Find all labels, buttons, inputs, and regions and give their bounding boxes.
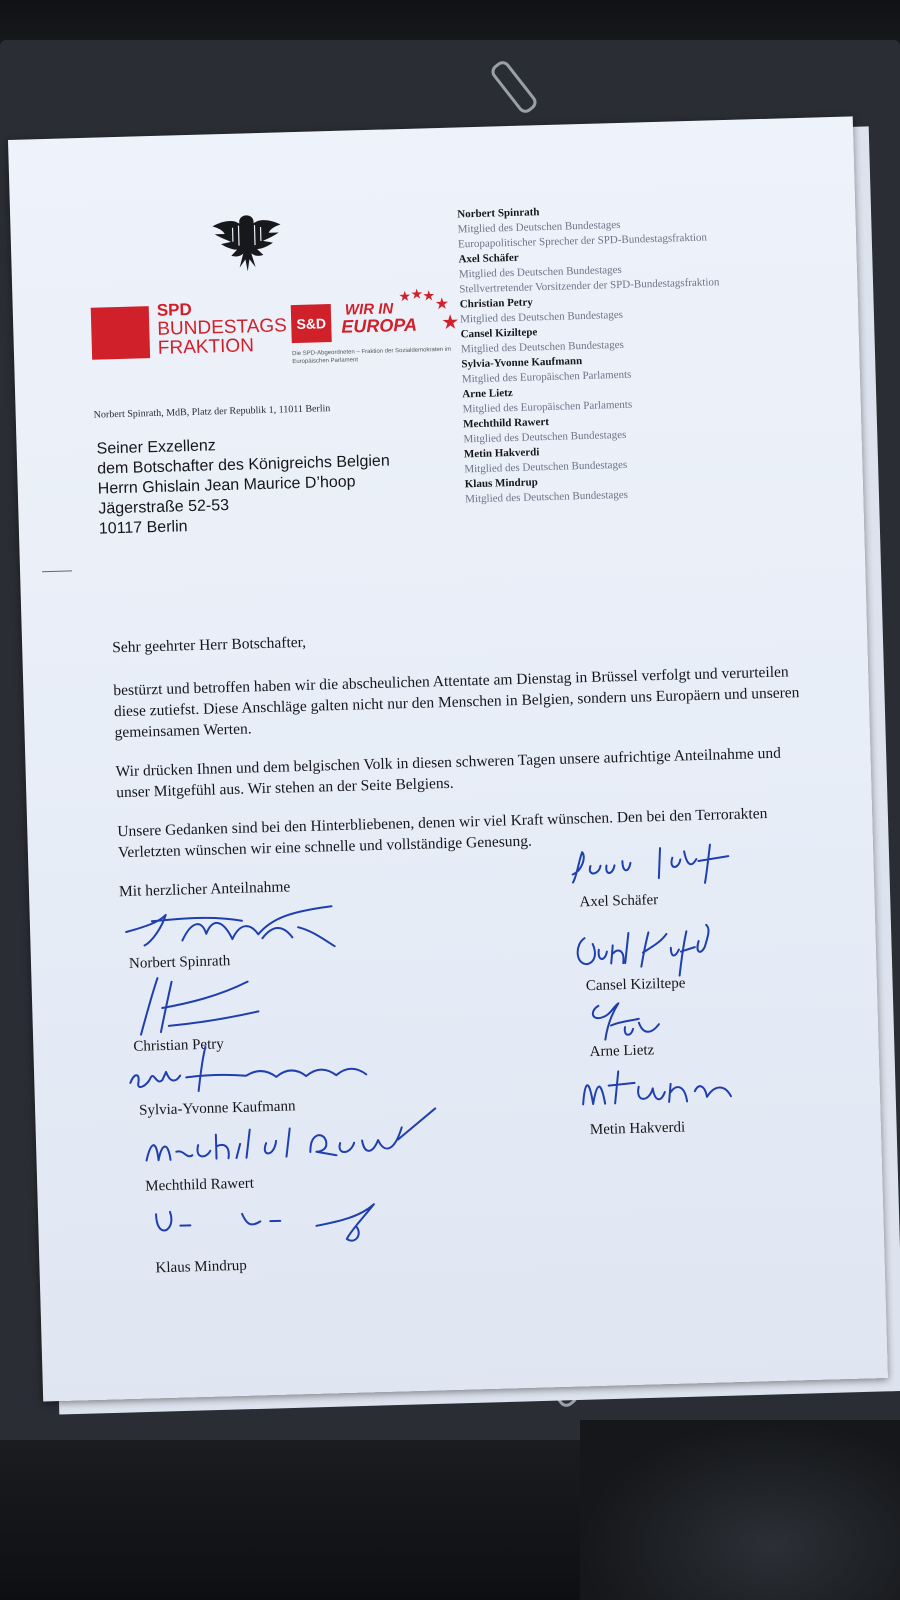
salutation: Sehr geehrter Herr Botschafter,	[111, 633, 307, 657]
wir-in-europa-line1: WIR IN	[344, 300, 394, 319]
address-line: Jägerstraße 52-53	[98, 496, 230, 518]
star-icon: ★	[440, 309, 460, 334]
member-role: Mitglied des Deutschen Bundestages	[463, 428, 627, 446]
member-name: Norbert Spinrath	[457, 206, 540, 221]
member-role: Europapolitischer Sprecher der SPD-Bundestagsfraktion	[457, 231, 708, 251]
handwritten-signature	[570, 919, 762, 984]
signatory-name: Sylvia-Yvonne Kaufmann	[138, 1098, 296, 1119]
member-role: Mitglied des Deutschen Bundestages	[458, 263, 622, 281]
handwritten-signature	[139, 1108, 441, 1176]
letter-page	[8, 116, 888, 1401]
closing: Mit herzlicher Anteilnahme	[118, 878, 291, 901]
signatory-name: Arne Lietz	[589, 1042, 655, 1061]
star-icon: ★	[434, 293, 450, 314]
member-name: Metin Hakverdi	[463, 446, 540, 461]
member-role: Mitglied des Europäischen Parlaments	[461, 368, 632, 386]
handwritten-signature	[150, 1189, 412, 1256]
sender-line: Norbert Spinrath, MdB, Platz der Republik 1, 11011 Berlin	[93, 403, 331, 421]
signatory-name: Axel Schäfer	[579, 892, 659, 911]
signatory-name: Metin Hakverdi	[589, 1119, 686, 1139]
handwritten-signature	[580, 993, 701, 1046]
paragraph: Unsere Gedanken sind bei den Hinterbliebenen, denen wir viel Kraft wünschen. Den bei den Terrorakten Verletzten wünschen wir eine schnelle und vollständige Genesung.	[117, 805, 768, 862]
bundesadler-icon	[208, 210, 286, 276]
signatory-name: Klaus Mindrup	[155, 1257, 247, 1277]
handwritten-signature	[574, 1058, 796, 1124]
member-role: Mitglied des Deutschen Bundestages	[460, 308, 624, 326]
star-icon: ★	[422, 288, 436, 305]
member-role: Mitglied des Deutschen Bundestages	[464, 458, 628, 476]
wir-in-europa-logo	[336, 286, 460, 345]
sd-logo-badge: S&D	[291, 304, 332, 343]
handwritten-signature	[125, 1036, 387, 1103]
spd-logo-line2: FRAKTION	[157, 335, 255, 359]
recipient-address	[96, 431, 391, 539]
signatory-name: Cansel Kiziltepe	[585, 975, 686, 995]
member-list	[457, 197, 825, 507]
spd-logo-square	[91, 306, 150, 360]
sd-logo-caption: Die SPD-Abgeordneten – Fraktion der Sozialdemokraten im Europäischen Parlament	[292, 346, 452, 366]
address-line: Herrn Ghislain Jean Maurice D’hoop	[97, 473, 356, 498]
member-name: Sylvia-Yvonne Kaufmann	[461, 355, 583, 371]
wir-in-europa-line2: EUROPA	[341, 314, 418, 337]
member-name: Christian Petry	[459, 296, 533, 311]
member-name: Arne Lietz	[462, 387, 513, 401]
spd-logo-line1: BUNDESTAGS	[157, 315, 288, 340]
member-name: Klaus Mindrup	[464, 476, 538, 491]
handwritten-signature	[121, 896, 353, 962]
address-line: 10117 Berlin	[98, 518, 188, 538]
paragraph: bestürzt und betroffen haben wir die abscheulichen Attentate am Dienstag in Brüssel verfolgt und verurteilen diese zutiefst. Diese Anschläge galten nicht nur den Menschen in Belgien, sondern uns Europäern und unseren gemeinsamen Werten.	[113, 663, 800, 742]
member-role: Stellvertretender Vorsitzender der SPD-Bundestagsfraktion	[459, 276, 720, 296]
handwritten-signature	[568, 837, 759, 892]
member-name: Cansel Kiziltepe	[460, 326, 538, 341]
spd-logo-title: SPD	[156, 299, 193, 320]
star-icon: ★	[410, 286, 424, 303]
member-role: Mitglied des Deutschen Bundestages	[465, 488, 629, 506]
member-role: Mitglied des Deutschen Bundestages	[457, 218, 621, 236]
member-role: Mitglied des Deutschen Bundestages	[460, 338, 624, 356]
paragraph: Wir drücken Ihnen und dem belgischen Volk in diesen schweren Tagen unsere aufrichtige Anteilnahme und unser Mitgefühl aus. Wir stehen an der Seite Belgiens.	[115, 744, 782, 802]
handwritten-signature	[127, 971, 289, 1045]
star-icon: ★	[398, 288, 412, 306]
background-fabric	[580, 1420, 900, 1600]
member-name: Mechthild Rawert	[462, 416, 550, 431]
member-role: Mitglied des Europäischen Parlaments	[462, 398, 633, 416]
fold-mark	[42, 570, 72, 572]
member-name: Axel Schäfer	[458, 251, 519, 266]
address-line: Seiner Exzellenz	[96, 437, 217, 458]
address-line: dem Botschafter des Königreichs Belgien	[96, 452, 390, 478]
signatory-name: Christian Petry	[133, 1036, 224, 1055]
signatory-name: Norbert Spinrath	[128, 953, 231, 972]
signatory-name: Mechthild Rawert	[145, 1175, 255, 1195]
